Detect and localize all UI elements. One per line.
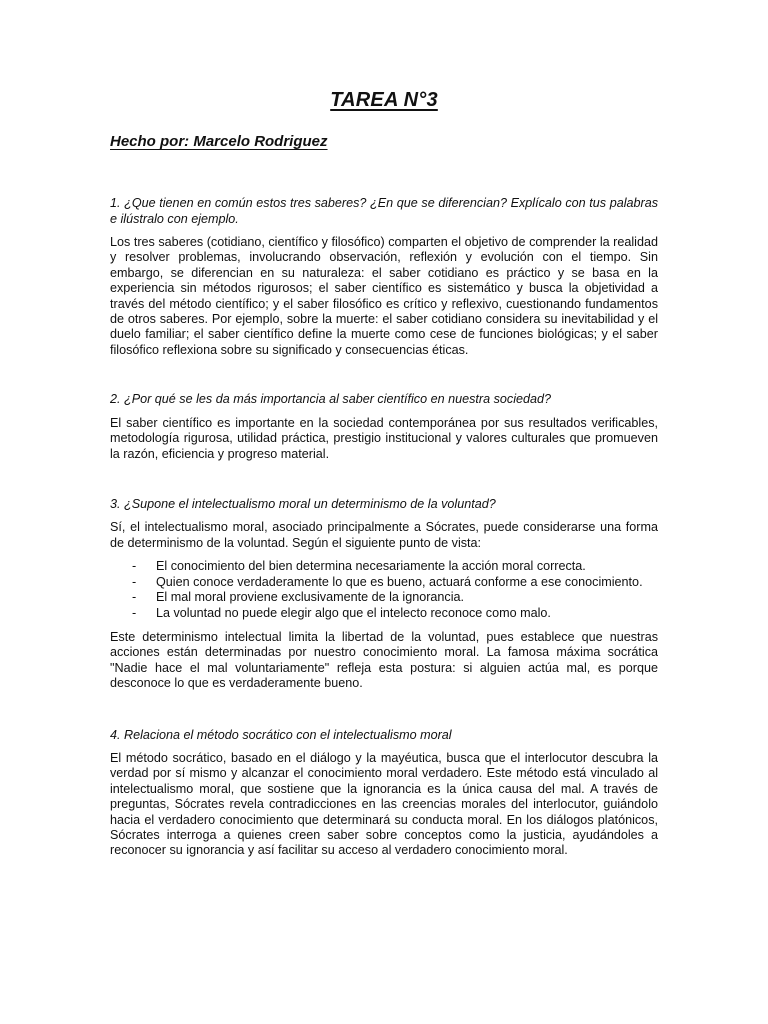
document-author: Hecho por: Marcelo Rodriguez	[110, 133, 328, 150]
list-dash-marker: -	[132, 574, 137, 589]
question-2: 2. ¿Por qué se les da más importancia al saber científico en nuestra sociedad?	[110, 392, 552, 407]
bullet-list	[110, 559, 658, 621]
list-dash-marker: -	[132, 559, 137, 574]
list-item	[132, 575, 658, 590]
answer-3-closing: Este determinismo intelectual limita la libertad de la voluntad, pues establece que nuestras acciones están determinadas por nuestro conocimiento moral. La famosa máxima socrática "Nadie hace el mal voluntariamente" refleja esta postura: si alguien actúa mal, es porque desconoce lo que es verdaderamente bueno.	[110, 629, 658, 691]
list-item-text: El mal moral proviene exclusivamente de la ignorancia.	[156, 590, 464, 605]
section-1	[110, 196, 658, 358]
list-item	[132, 606, 658, 621]
list-item-text: Quien conoce verdaderamente lo que es bueno, actuará conforme a ese conocimiento.	[156, 574, 643, 589]
question-1: 1. ¿Que tienen en común estos tres saberes? ¿En que se diferencian? Explícalo con tus palabras e ilústralo con ejemplo.	[110, 196, 658, 226]
list-dash-marker: -	[132, 590, 137, 605]
section-4	[110, 728, 658, 859]
list-item-text: La voluntad no puede elegir algo que el intelecto reconoce como malo.	[156, 605, 551, 620]
answer-3: Sí, el intelectualismo moral, asociado principalmente a Sócrates, puede considerarse una forma de determinismo de la voluntad. Según el siguiente punto de vista:	[110, 520, 658, 550]
list-item	[132, 559, 658, 574]
answer-2: El saber científico es importante en la sociedad contemporánea por sus resultados verificables, metodología rigurosa, utilidad práctica, prestigio institucional y valores culturales que promueven la razón, eficiencia y progreso material.	[110, 415, 658, 461]
section-3	[110, 497, 658, 692]
section-2	[110, 392, 658, 462]
question-3: 3. ¿Supone el intelectualismo moral un determinismo de la voluntad?	[110, 496, 496, 511]
list-dash-marker: -	[132, 605, 137, 620]
list-item-text: El conocimiento del bien determina necesariamente la acción moral correcta.	[156, 559, 586, 574]
answer-4: El método socrático, basado en el diálogo y la mayéutica, busca que el interlocutor descubra la verdad por sí mismo y alcanzar el conocimiento moral verdadero. Este método está vinculado al intelectualismo moral, que sostiene que la ignorancia es la única causa del mal. A través de preguntas, Sócrates revela contradicciones en las creencias morales del interlocutor, guiándolo hacia el verdadero conocimiento que determinará su conducta moral. En los diálogos platónicos, Sócrates interroga a quienes creen saber sobre conceptos como la justicia, ayudándoles a reconocer su ignorancia y así facilitar su acceso al verdadero conocimiento moral.	[110, 751, 658, 858]
question-4: 4. Relaciona el método socrático con el intelectualismo moral	[110, 727, 452, 742]
answer-1: Los tres saberes (cotidiano, científico y filosófico) comparten el objetivo de comprender la realidad y resolver problemas, involucrando observación, reflexión y evolución con el tiempo. Sin embargo, se diferencian en su naturaleza: el saber cotidiano es práctico y se basa en la experiencia sin métodos rigurosos; el saber científico es sistemático y busca la objetividad a través del método científico; y el saber filosófico es crítico y reflexivo, cuestionando fundamentos de otros saberes. Por ejemplo, sobre la muerte: el saber cotidiano considera su inevitabilidad y el duelo familiar; el saber científico define la muerte como cese de funciones biológicas; y el saber filosófico reflexiona sobre su significado y consecuencias éticas.	[110, 235, 658, 357]
document-title: TAREA N°3	[330, 89, 438, 111]
list-item	[132, 590, 658, 605]
